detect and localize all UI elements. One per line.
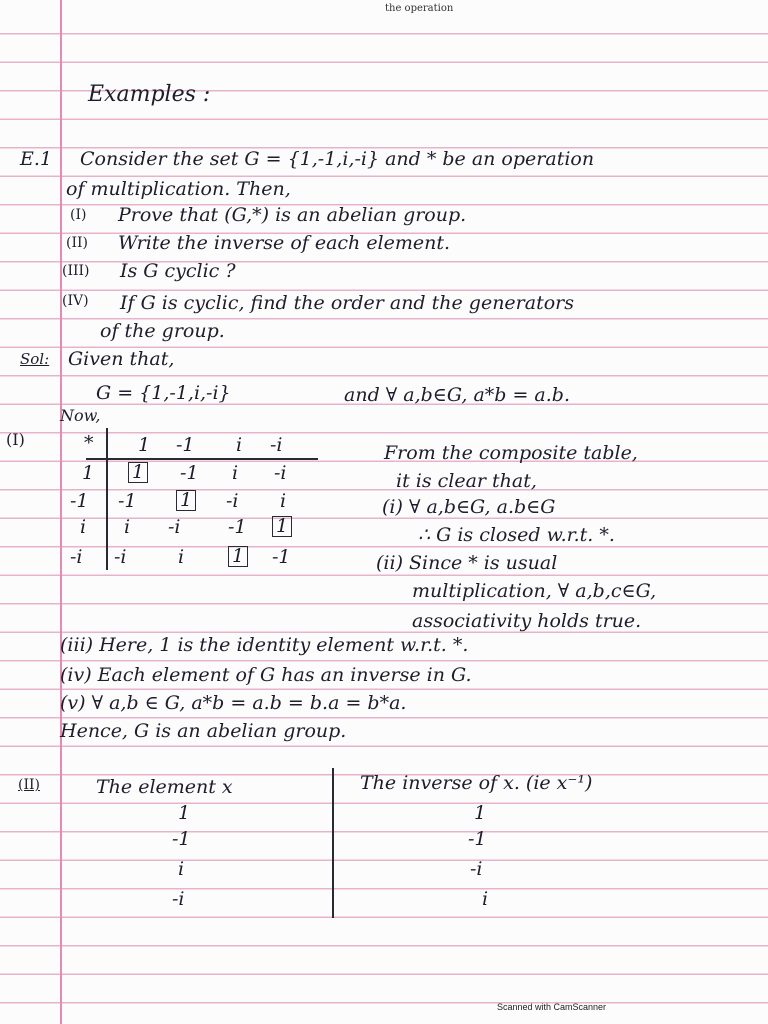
reason-closure: (i) ∀ a,b∈G, a.b∈G — [382, 496, 556, 518]
table-cell: i — [280, 490, 287, 512]
part-number-II: (II) — [66, 235, 88, 251]
inverse-value: i — [482, 888, 489, 910]
element-value: -i — [172, 888, 185, 910]
table-cell: -1 — [272, 546, 291, 568]
part-number-I: (I) — [70, 207, 87, 223]
part-number-IV: (IV) — [62, 293, 89, 309]
part-text-IV: If G is cyclic, find the order and the generators — [120, 292, 574, 314]
now-text: Now, — [60, 406, 101, 425]
inverse-table-divider — [332, 768, 334, 918]
part-number-III: (III) — [62, 263, 90, 279]
table-col-header: i — [236, 434, 243, 456]
element-value: 1 — [178, 802, 191, 824]
part-text-II: Write the inverse of each element. — [118, 232, 451, 254]
reason-inverse: (iv) Each element of G has an inverse in G. — [60, 664, 472, 686]
reason-associativity-3: associativity holds true. — [412, 610, 642, 632]
reason-line-2: it is clear that, — [396, 470, 537, 492]
part-I-label: (I) — [6, 430, 25, 449]
table-col-header: -i — [270, 434, 283, 456]
conclusion: Hence, G is an abelian group. — [60, 720, 347, 742]
table-cell: i — [178, 546, 185, 568]
inverse-table-col2-header: The inverse of x. (ie x⁻¹) — [360, 772, 593, 794]
example-statement-line-1: Consider the set G = {1,-1,i,-i} and * be an operation — [80, 148, 595, 170]
table-operator-corner: * — [84, 432, 94, 454]
table-cell: -i — [226, 490, 239, 512]
element-value: i — [178, 858, 185, 880]
scanner-watermark: Scanned with CamScanner — [497, 1002, 607, 1012]
page-margin-line — [60, 0, 62, 1024]
table-cell: -i — [168, 516, 181, 538]
table-cell: -1 — [118, 490, 137, 512]
reason-line-1: From the composite table, — [384, 442, 638, 464]
table-header-rule — [86, 458, 318, 460]
set-definition: G = {1,-1,i,-i} — [96, 382, 231, 404]
table-row-header: -1 — [70, 490, 89, 512]
part-II-label: (II) — [18, 777, 40, 793]
part-text-IV-continued: of the group. — [100, 320, 225, 342]
table-column-rule — [106, 428, 108, 570]
page-title: Examples : — [88, 82, 211, 107]
inverse-value: 1 — [474, 802, 487, 824]
inverse-value: -1 — [468, 828, 487, 850]
table-cell: i — [232, 462, 239, 484]
table-cell-identity: 1 — [128, 462, 148, 483]
table-cell: -i — [114, 546, 127, 568]
table-cell: i — [124, 516, 131, 538]
operation-definition: and ∀ a,b∈G, a*b = a.b. — [344, 384, 571, 406]
part-text-III: Is G cyclic ? — [120, 260, 236, 282]
table-row-header: 1 — [82, 462, 95, 484]
table-col-header: -1 — [176, 434, 195, 456]
example-label: E.1 — [20, 148, 52, 170]
table-cell: -i — [274, 462, 287, 484]
given-text: Given that, — [68, 348, 175, 370]
table-row-header: -i — [70, 546, 83, 568]
reason-associativity-2: multiplication, ∀ a,b,c∈G, — [412, 580, 657, 602]
element-value: -1 — [172, 828, 191, 850]
example-statement-line-2: of multiplication. Then, — [66, 178, 291, 200]
reason-associativity-1: (ii) Since * is usual — [376, 552, 558, 574]
solution-label: Sol: — [20, 350, 50, 368]
cut-off-header-text: the operation — [385, 3, 454, 14]
reason-closed: ∴ G is closed w.r.t. *. — [418, 524, 615, 546]
table-col-header: 1 — [138, 434, 151, 456]
inverse-value: -i — [470, 858, 483, 880]
table-cell-identity: 1 — [228, 546, 248, 567]
reason-identity: (iii) Here, 1 is the identity element w.r.t. *. — [60, 634, 469, 656]
table-row-header: i — [80, 516, 87, 538]
inverse-table-col1-header: The element x — [96, 776, 233, 798]
reason-commutative: (v) ∀ a,b ∈ G, a*b = a.b = b.a = b*a. — [60, 692, 407, 714]
table-cell: -1 — [228, 516, 247, 538]
part-text-I: Prove that (G,*) is an abelian group. — [118, 204, 467, 226]
table-cell-identity: 1 — [272, 516, 292, 537]
table-cell-identity: 1 — [176, 490, 196, 511]
table-cell: -1 — [180, 462, 199, 484]
